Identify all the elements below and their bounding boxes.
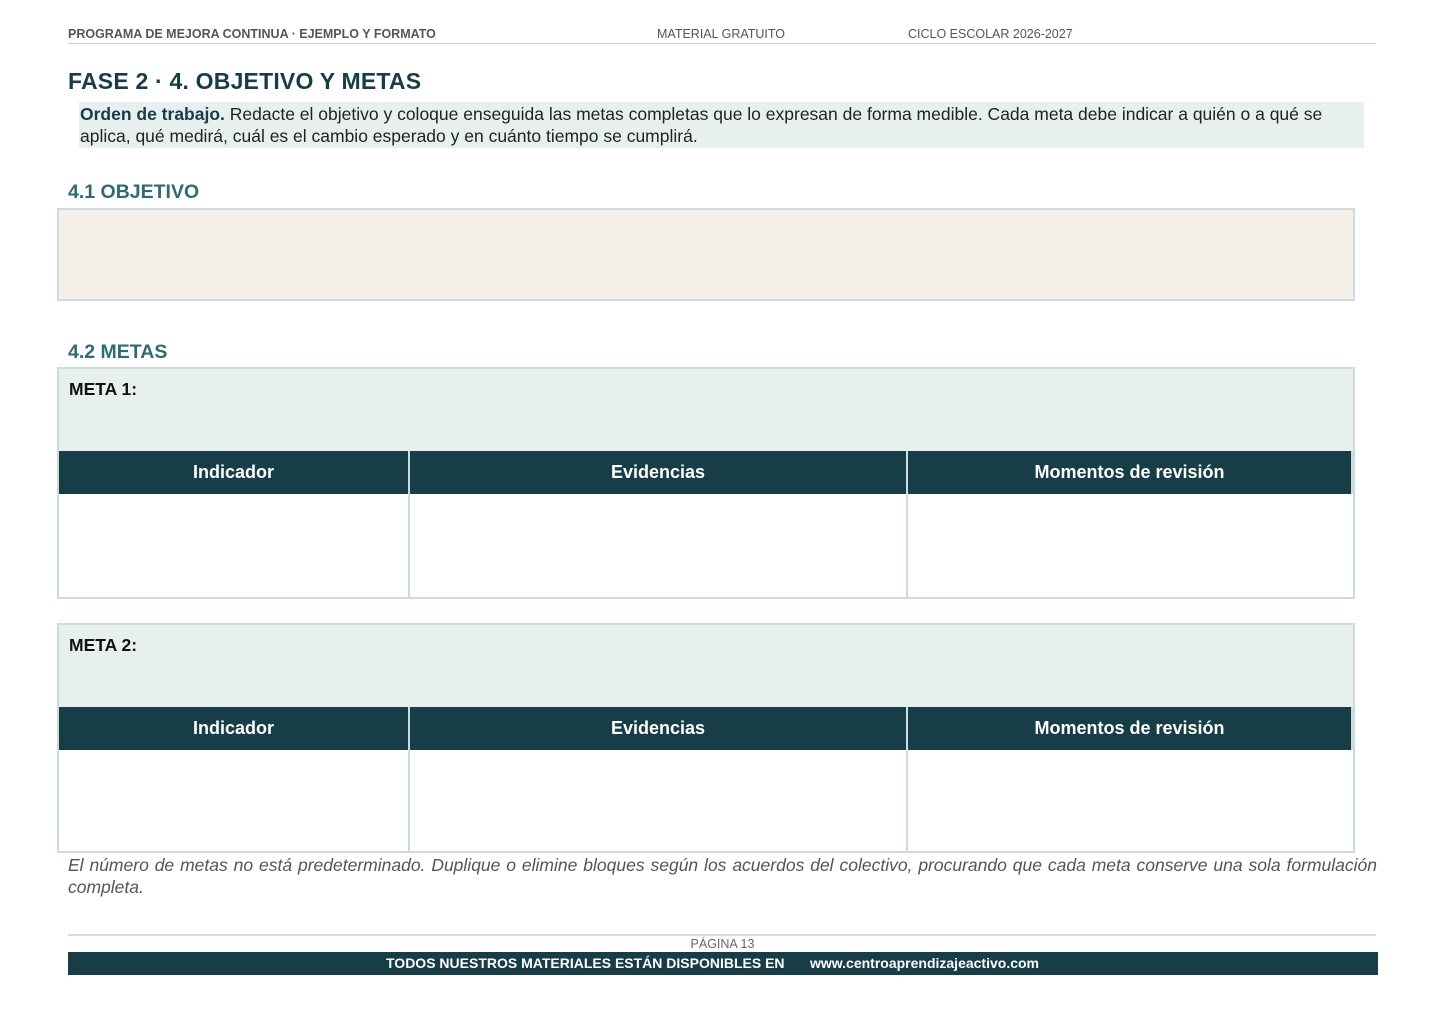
section-objective-heading: 4.1 OBJETIVO: [68, 181, 200, 203]
material-label: MATERIAL GRATUITO: [657, 27, 786, 41]
goal-1-header-review: Momentos de revisión: [908, 451, 1353, 494]
objective-field[interactable]: [57, 208, 1355, 301]
page-number: PÁGINA 13: [690, 937, 755, 951]
instruction-box: [79, 102, 1364, 148]
goal-2-header-evidence: Evidencias: [410, 707, 908, 750]
goal-1-header-evidence: Evidencias: [410, 451, 908, 494]
goal-2-header-indicator: Indicador: [59, 707, 410, 750]
goal-2-header-review: Momentos de revisión: [908, 707, 1353, 750]
goal-1-review-cell[interactable]: [908, 494, 1353, 597]
goal-block-2: [57, 623, 1355, 853]
goals-note: El número de metas no está predeterminado. Duplique o elimine bloques según los acuerdos del colectivo, procurando que cada meta conserve una sola formulación completa.: [68, 855, 1377, 897]
goal-1-label: META 1:: [69, 379, 138, 399]
goal-2-table: [59, 707, 1353, 853]
goal-2-indicator-cell[interactable]: [59, 750, 410, 853]
page-header: [68, 26, 1376, 44]
footer-banner: [68, 952, 1378, 975]
goal-2-evidence-cell[interactable]: [410, 750, 908, 853]
section-goals-heading: 4.2 METAS: [68, 341, 168, 363]
instruction-lead: Orden de trabajo.: [80, 104, 225, 124]
school-cycle: CICLO ESCOLAR 2026-2027: [908, 27, 1073, 41]
goal-2-review-cell[interactable]: [908, 750, 1353, 853]
goal-1-table: [59, 451, 1353, 597]
instruction-text: Redacte el objetivo y coloque enseguida las metas completas que lo expresan de forma medible. Cada meta debe indicar a quién o a qué se aplica, qué medirá, cuál es el cambio esperado y en cuánto tiempo se cumplirá.: [80, 104, 1323, 146]
program-title: PROGRAMA DE MEJORA CONTINUA · EJEMPLO Y FORMATO: [68, 27, 436, 41]
footer-divider: [68, 934, 1376, 936]
goal-1-header-indicator: Indicador: [59, 451, 410, 494]
page-title: FASE 2 · 4. OBJETIVO Y METAS: [68, 68, 422, 94]
footer-website-link[interactable]: www.centroaprendizajeactivo.com: [810, 955, 1039, 971]
goal-1-statement-field[interactable]: [59, 369, 1353, 451]
goal-2-statement-field[interactable]: [59, 625, 1353, 707]
goal-2-label: META 2:: [69, 635, 138, 655]
goal-1-indicator-cell[interactable]: [59, 494, 410, 597]
footer-banner-text: TODOS NUESTROS MATERIALES ESTÁN DISPONIBLES EN: [386, 955, 785, 971]
goal-1-evidence-cell[interactable]: [410, 494, 908, 597]
goal-block-1: [57, 367, 1355, 599]
